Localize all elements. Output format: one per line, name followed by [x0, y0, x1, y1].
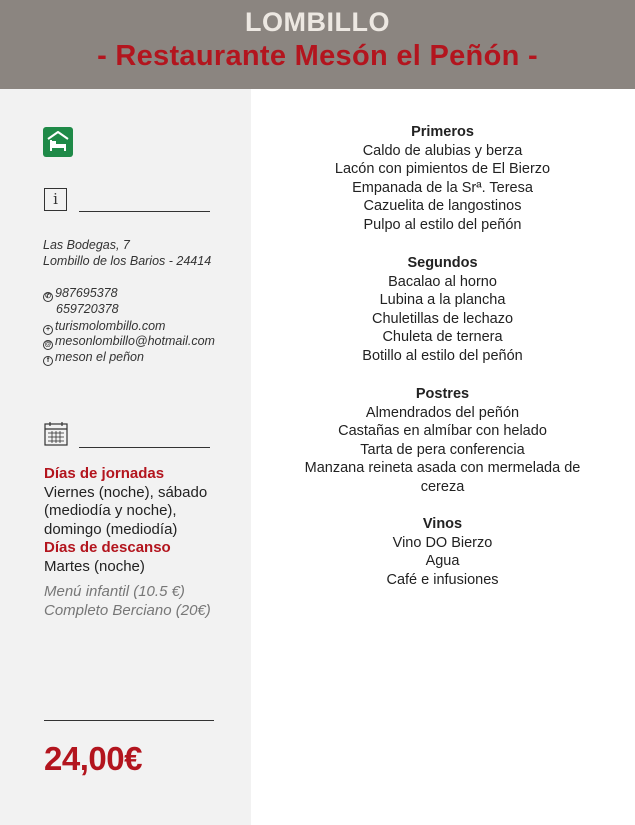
menu-item: Botillo al estilo del peñón: [362, 347, 523, 364]
menu-item: Agua: [425, 553, 460, 569]
phone-2: 659720378: [56, 302, 119, 316]
menu-item: Cazuelita de langostinos: [363, 198, 522, 214]
restaurant-title: - Restaurante Mesón el Peñón -: [97, 40, 538, 72]
phone-icon: ✆: [43, 292, 53, 302]
globe-icon: +: [43, 325, 53, 335]
address-line-2: Lombillo de los Barios - 24414: [43, 254, 212, 268]
menu-item: Vino DO Bierzo: [392, 534, 493, 551]
town-title: LOMBILLO: [245, 7, 390, 37]
bed-icon: [43, 127, 73, 157]
menu-price: 24,00€: [44, 740, 142, 777]
info-icon: i: [44, 188, 67, 211]
menu-item: Lubina a la plancha: [379, 292, 506, 308]
calendar-icon: [44, 421, 68, 451]
sidebar: [0, 89, 251, 825]
menu-item: Empanada de la Srª. Teresa: [352, 179, 533, 196]
divider-price: [44, 720, 214, 721]
facebook-icon: f: [43, 356, 53, 366]
menu-item: Bacalao al horno: [388, 273, 497, 290]
menu-item: Chuletillas de lechazo: [371, 310, 514, 327]
email[interactable]: [43, 333, 215, 350]
menu-item: Castañas en almíbar con helado: [338, 423, 547, 439]
section-title: Vinos: [422, 516, 463, 532]
open-days-line-3: domingo (mediodía): [44, 521, 178, 538]
menu-item: Manzana reineta asada con mermelada de: [304, 460, 581, 476]
menu-item: Pulpo al estilo del peñón: [363, 216, 522, 233]
section-title: Primeros: [411, 124, 474, 140]
menu-item: Café e infusiones: [386, 571, 499, 588]
menu-item: Almendrados del peñón: [365, 404, 520, 421]
address-line-1: Las Bodegas, 7: [43, 238, 130, 252]
open-days-line-2: (mediodía y noche),: [44, 502, 177, 519]
phone-1: [43, 285, 118, 302]
facebook[interactable]: [43, 349, 144, 366]
note-full-menu: Completo Berciano (20€): [44, 602, 211, 619]
menu-item: Caldo de alubias y berza: [362, 142, 523, 159]
menu-section-segundos: [270, 254, 615, 365]
note-kids-menu: Menú infantil (10.5 €): [44, 583, 185, 600]
menu-section-primeros: [270, 123, 615, 234]
section-title: Postres: [415, 386, 470, 402]
facebook-value: meson el peñon: [55, 350, 144, 364]
menu-item: Lacón con pimientos de El Bierzo: [334, 161, 551, 177]
at-icon: @: [44, 341, 52, 348]
open-days-line-1: Viernes (noche), sábado: [44, 484, 208, 501]
menu-item: cereza: [420, 478, 465, 495]
email-value: mesonlombillo@hotmail.com: [55, 334, 215, 348]
phone-1-value: 987695378: [55, 286, 118, 300]
menu-item: Chuleta de ternera: [382, 329, 503, 345]
divider-schedule: [79, 447, 210, 448]
closed-days-label: Días de descanso: [44, 539, 171, 556]
menu-section-postres: [270, 385, 615, 496]
website-value: turismolombillo.com: [55, 319, 166, 333]
closed-days-value: Martes (noche): [44, 558, 145, 575]
menu-section-vinos: [270, 515, 615, 589]
menu-item: Tarta de pera conferencia: [360, 441, 525, 458]
open-days-label: Días de jornadas: [44, 465, 165, 482]
section-title: Segundos: [407, 255, 478, 271]
header-banner: [0, 0, 635, 89]
divider-info: [79, 211, 210, 212]
